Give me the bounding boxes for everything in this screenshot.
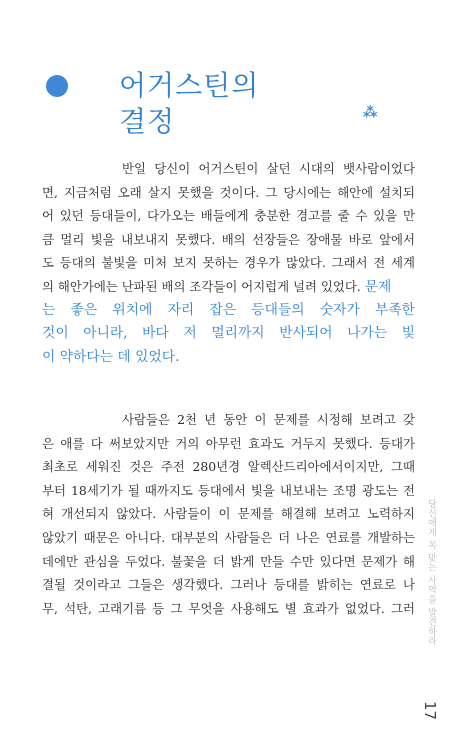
text-line: 최초로 세워진 것은 주전 280년경 알렉산드리아에서이지만, 그때 (42, 459, 415, 475)
text-line: 큼 멀리 빛을 내보내지 못했다. 배의 선장들은 장애물 바로 앞에서 (42, 231, 415, 247)
chapter-bullet-icon (46, 75, 68, 97)
text-line: 반일 당신이 어거스틴이 살던 시대의 뱃사람이었다 (122, 161, 415, 176)
running-title: 당신에게 꼭 맞는 사역을 발견하라 (426, 499, 436, 646)
text-line: 의 해안가에는 난파된 배의 조각들이 어지럽게 널려 있었다. (42, 278, 361, 294)
paragraph-1 (42, 157, 415, 369)
paragraph-2 (42, 408, 415, 620)
text-line: 어 있던 등대들이, 다가오는 배들에게 충분한 경고를 줄 수 있을 만 (42, 208, 415, 224)
chapter-title (119, 68, 259, 140)
text-line: 않았기 때문은 아니다. 대부분의 사람들은 더 나은 연료를 개발하는 (42, 529, 415, 545)
text-line: 은 애를 다 써보았지만 거의 아무런 효과도 거두지 못했다. 등대가 (42, 435, 415, 451)
highlight-line: 는 좋은 위치에 자리 잡은 등대들의 숫자가 부족한 (42, 301, 415, 318)
chapter-title-line1: 어거스틴의 (119, 69, 260, 102)
highlight-line: 것이 아니라, 바다 저 멀리까지 반사되어 나가는 빛 (42, 325, 415, 342)
highlight-line: 이 약하다는 데 있었다. (42, 348, 180, 365)
text-line: 결될 것이라고 그들은 생각했다. 그러나 등대를 밝히는 연료로 나 (42, 577, 415, 593)
text-line: 도 등대의 불빛을 미처 보지 못하는 경우가 많았다. 그래서 전 세계 (42, 255, 415, 271)
text-line: 무, 석탄, 고래기름 등 그 무엇을 사용해도 별 효과가 없었다. 그러 (42, 600, 415, 616)
text-line: 부터 18세기가 될 때까지도 등대에서 빛을 내보내는 조명 광도는 전 (42, 482, 415, 498)
text-line: 데에만 관심을 두었다. 불꽃을 더 밝게 만들 수만 있다면 문제가 해 (42, 553, 415, 569)
text-line-mixed (42, 275, 415, 299)
text-line: 면, 지금처럼 오래 살지 못했을 것이다. 그 당시에는 해안에 설치되 (42, 184, 415, 200)
page-number: 17 (421, 701, 439, 721)
text-line: 사람들은 2천 년 동안 이 문제를 시정해 보려고 갖 (122, 412, 415, 427)
ornament-asterism-icon: ⁂ (363, 105, 378, 121)
highlight-text: 문제 (364, 278, 392, 295)
text-line: 혀 개선되지 않았다. 사람들이 이 문제를 해결해 보려고 노력하지 (42, 506, 415, 522)
chapter-title-line2: 결정 (119, 105, 176, 138)
